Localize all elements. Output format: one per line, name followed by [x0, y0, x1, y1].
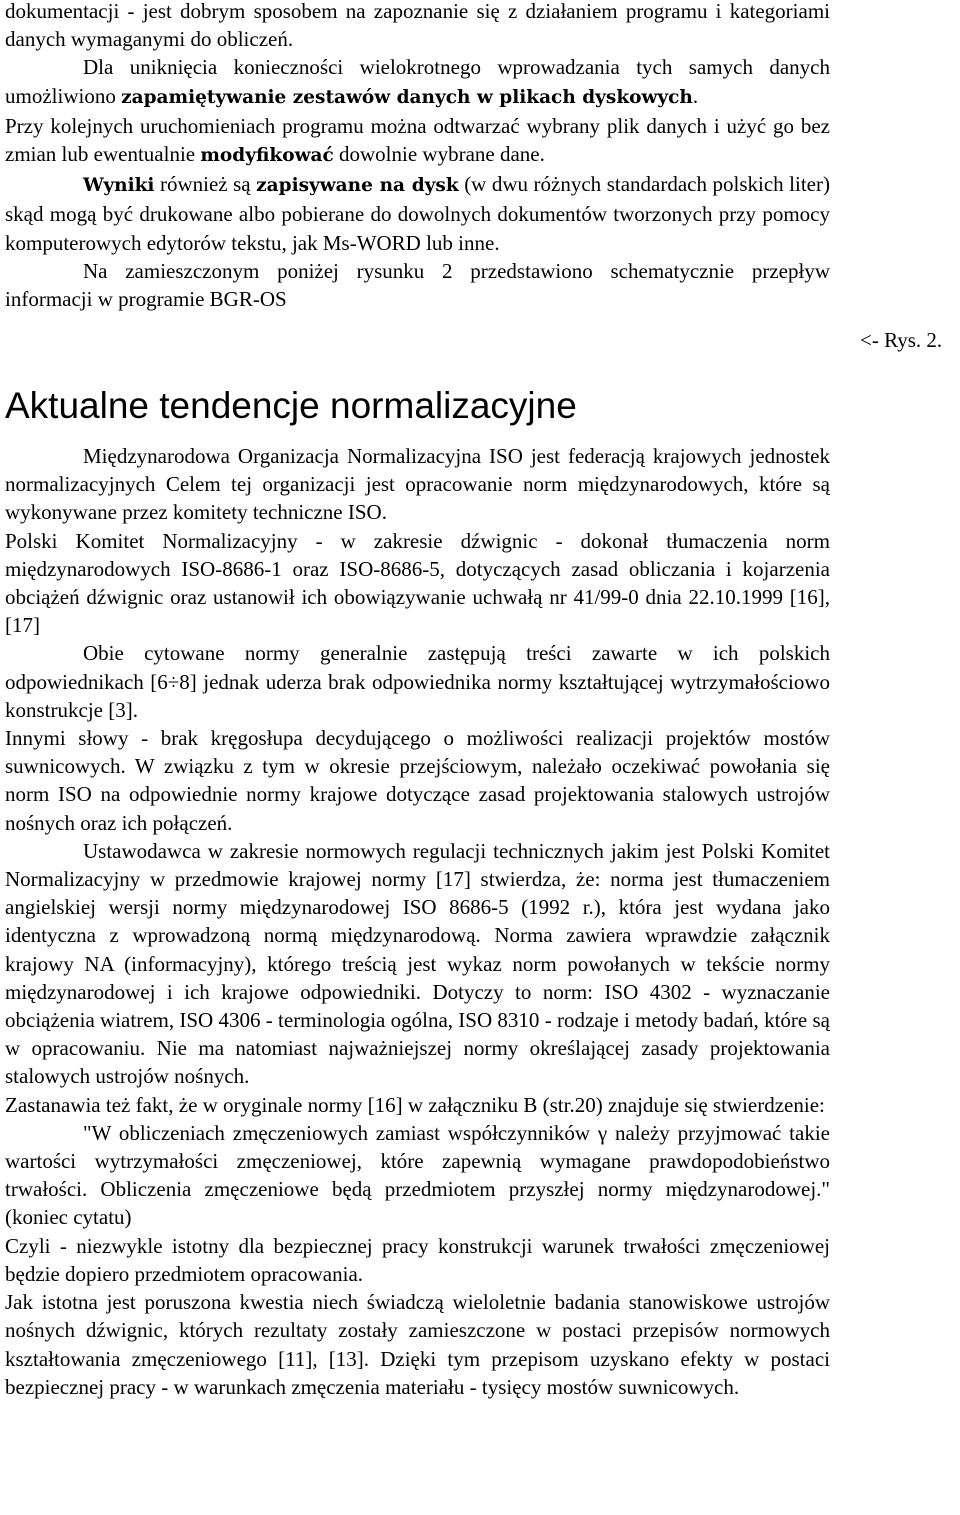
- paragraph-other-words: Innymi słowy - brak kręgosłupa decydującego o możliwości realizacji projektów mostów suwnicowych. W związku z tym w okresie przejściowym, należało oczekiwać powołania się norm ISO na odpowiednie normy krajowe dotyczące zasad projektowania stalowych ustrojów nośnych oraz ich połączeń.: [5, 726, 830, 835]
- paragraph-data-files: [5, 53, 830, 111]
- text-run: Dla uniknięcia konieczności wielokrotnego wprowadzania tych samych danych umożliwiono: [5, 55, 830, 108]
- figure-reference-note: <- Rys. 2.: [860, 328, 943, 352]
- section-heading: Aktualne tendencje normalizacyjne: [5, 385, 577, 426]
- paragraph-legislator: Ustawodawca w zakresie normowych regulacji technicznych jakim jest Polski Komitet Normalizacyjny w przedmowie krajowej normy [17] stwierdza, że: norma jest tłumaczeniem angielskiej wersji normy międzynarodowej ISO 8686-5 (1992 r.), która jest wydana jako identyczna z wprowadzoną normą międzynarodową. Norma zawiera wprawdzie załącznik krajowy NA (informacyjny), którego treścią jest wykaz norm powołanych w tekście normy międzynarodowej i ich krajowe odpowiedniki. Dotyczy to norm: ISO 4302 - wyznaczanie obciążenia wiatrem, ISO 4306 - terminologia ogólna, ISO 8310 - rodzaje i metody badań, które są w opracowaniu. Nie ma natomiast najważniejszej normy określającej zasady projektowania stalowych ustrojów nośnych.: [5, 838, 830, 1089]
- bold-phrase: zapisywane na dysk: [256, 175, 459, 197]
- text-run: (w dwu różnych standardach polskich liter) skąd mogą być drukowane albo pobierane do dowolnych dokumentów tworzonych przy pomocy komputerowych edytorów tekstu, jak Ms-WORD lub inne.: [5, 172, 830, 255]
- paragraph-appendix-b: Zastanawia też fakt, że w oryginale normy [16] w załączniku B (str.20) znajduje się stwierdzenie:: [5, 1092, 825, 1117]
- section-normalization: [5, 442, 830, 1401]
- paragraph-results: [5, 170, 830, 257]
- paragraph-documentation: dokumentacji - jest dobrym sposobem na zapoznanie się z działaniem programu i kategoriami danych wymaganymi do obliczeń.: [5, 0, 830, 52]
- text-run: Przy kolejnych uruchomieniach programu można odtwarzać wybrany plik danych i użyć go bez zmian lub ewentualnie: [5, 113, 830, 167]
- paragraph-quote: "W obliczeniach zmęczeniowych zamiast współczynników γ należy przyjmować takie wartości wytrzymałości zmęczeniowej, które zapewnią wymagane prawdopodobieństwo trwałości. Obliczenia zmęczeniowe będą przedmiotem przyszłej normy międzynarodowej." (koniec cytatu): [5, 1120, 830, 1230]
- section-program-description: [5, 0, 830, 313]
- paragraph-cited-norms: Obie cytowane normy generalnie zastępują treści zawarte w ich polskich odpowiednikach [6÷8] jednak uderza brak odpowiednika normy kształtującej wytrzymałościowo konstrukcje [3].: [5, 641, 830, 722]
- bold-phrase: zapamiętywanie zestawów danych w plikach dyskowych: [121, 86, 693, 108]
- paragraph-fatigue: Czyli - niezwykle istotny dla bezpiecznej pracy konstrukcji warunek trwałości zmęczeniowej będzie dopiero przedmiotem opracowania.: [5, 1233, 830, 1286]
- text-run: dowolnie wybrane dane.: [333, 142, 545, 167]
- paragraph-research: Jak istotna jest poruszona kwestia niech świadczą wieloletnie badania stanowiskowe ustrojów nośnych dźwignic, których rezultaty zostały zamieszczone w postaci przepisów normowych kształtowania zmęczeniowego [11], [13]. Dzięki tym przepisom uzyskano efekty w postaci bezpiecznej pracy - w warunkach zmęczenia materiału - tysięcy mostów suwnicowych.: [5, 1290, 830, 1399]
- text-run: .: [692, 83, 699, 108]
- bold-phrase: Wyniki: [83, 175, 155, 197]
- paragraph-figure-intro: Na zamieszczonym poniżej rysunku 2 przedstawiono schematycznie przepływ informacji w programie BGR-OS: [5, 258, 830, 312]
- paragraph-pkn: Polski Komitet Normalizacyjny - w zakresie dźwignic - dokonał tłumaczenia norm międzynarodowych ISO-8686-1 oraz ISO-8686-5, dotyczących zasad obliczania i kojarzenia obciążeń dźwignic oraz ustanowił ich obowiązywanie uchwałą nr 41/99-0 dnia 22.10.1999 [16], [17]: [5, 528, 830, 638]
- paragraph-reuse-files: [5, 112, 830, 170]
- bold-phrase: modyfikować: [200, 145, 334, 167]
- paragraph-iso: Międzynarodowa Organizacja Normalizacyjna ISO jest federacją krajowych jednostek normalizacyjnych Celem tej organizacji jest opracowanie norm międzynarodowych, które są wykonywane przez komitety techniczne ISO.: [5, 444, 830, 525]
- text-run: również są: [154, 172, 257, 197]
